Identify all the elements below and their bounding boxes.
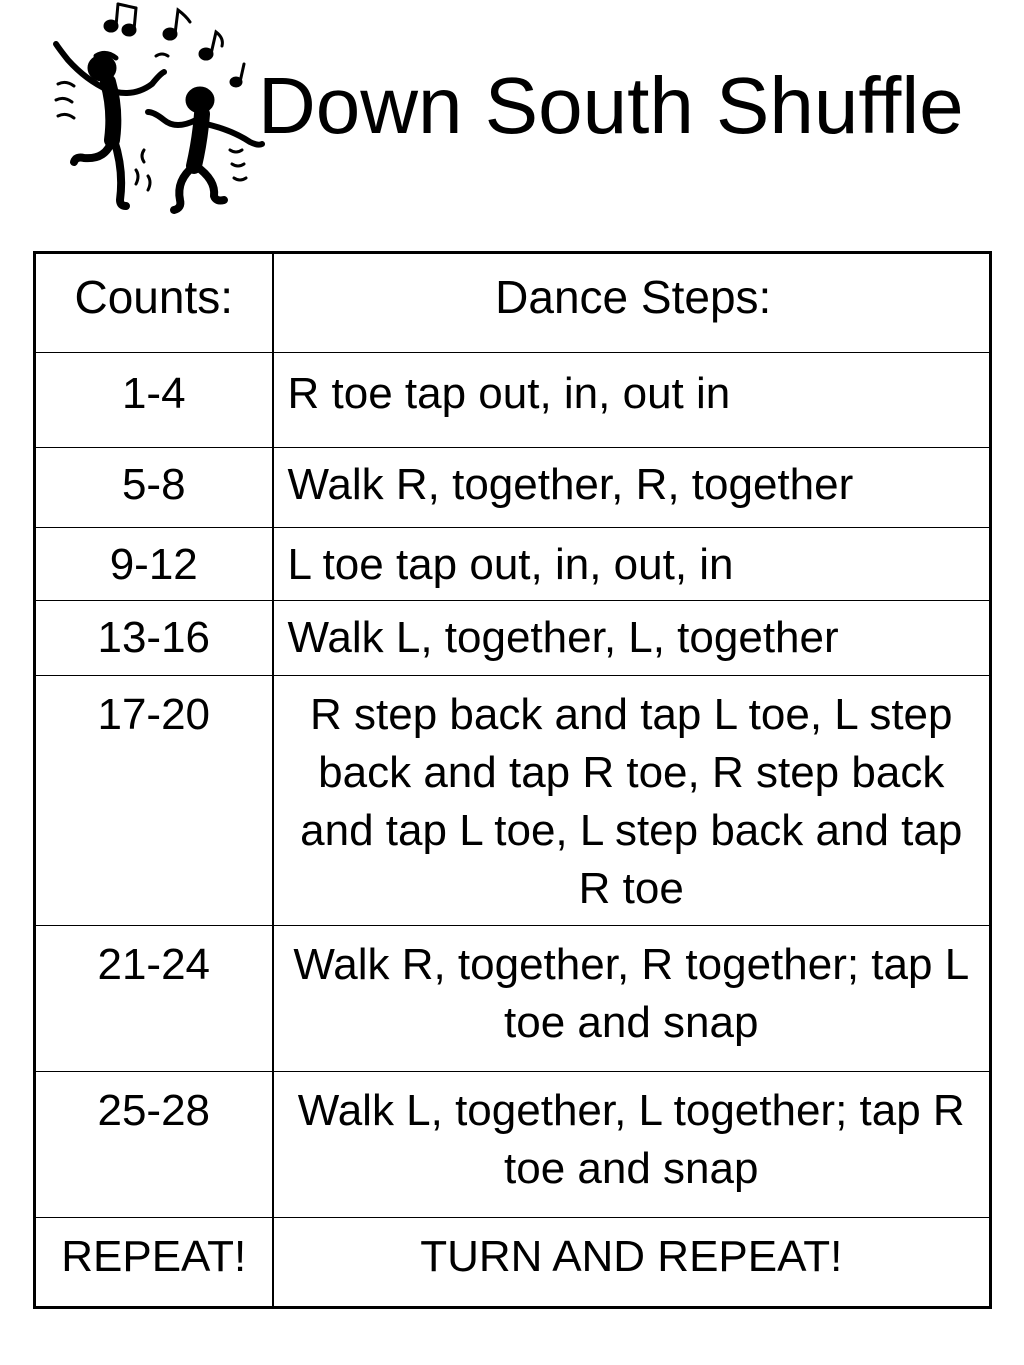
table-row [35, 926, 991, 1072]
step-cell: R step back and tap L toe, L step back and tap R toe, R step back and tap L toe, L step back and tap R toe [273, 676, 991, 926]
table-row [35, 353, 991, 448]
count-cell: REPEAT! [35, 1218, 273, 1308]
step-cell: Walk R, together, R together; tap L toe and snap [273, 926, 991, 1072]
table-row [35, 448, 991, 528]
table-row [35, 1072, 991, 1218]
counts-header: Counts: [35, 253, 273, 353]
count-cell: 21-24 [35, 926, 273, 1072]
table-row [35, 528, 991, 601]
dance-steps-table [33, 251, 992, 1309]
page-title: Down South Shuffle [258, 61, 964, 150]
count-cell: 25-28 [35, 1072, 273, 1218]
step-cell: L toe tap out, in, out, in [273, 528, 991, 601]
step-cell: R toe tap out, in, out in [273, 353, 991, 448]
step-cell: Walk R, together, R, together [273, 448, 991, 528]
count-cell: 5-8 [35, 448, 273, 528]
step-cell: Walk L, together, L, together [273, 601, 991, 676]
table-row [35, 601, 991, 676]
step-cell: TURN AND REPEAT! [273, 1218, 991, 1308]
dance-steps-header: Dance Steps: [273, 253, 991, 353]
step-cell: Walk L, together, L together; tap R toe and snap [273, 1072, 991, 1218]
count-cell: 9-12 [35, 528, 273, 601]
table-header-row [35, 253, 991, 353]
count-cell: 13-16 [35, 601, 273, 676]
count-cell: 17-20 [35, 676, 273, 926]
count-cell: 1-4 [35, 353, 273, 448]
dancing-figures-icon [36, 0, 276, 220]
table-row [35, 1218, 991, 1308]
table-row [35, 676, 991, 926]
